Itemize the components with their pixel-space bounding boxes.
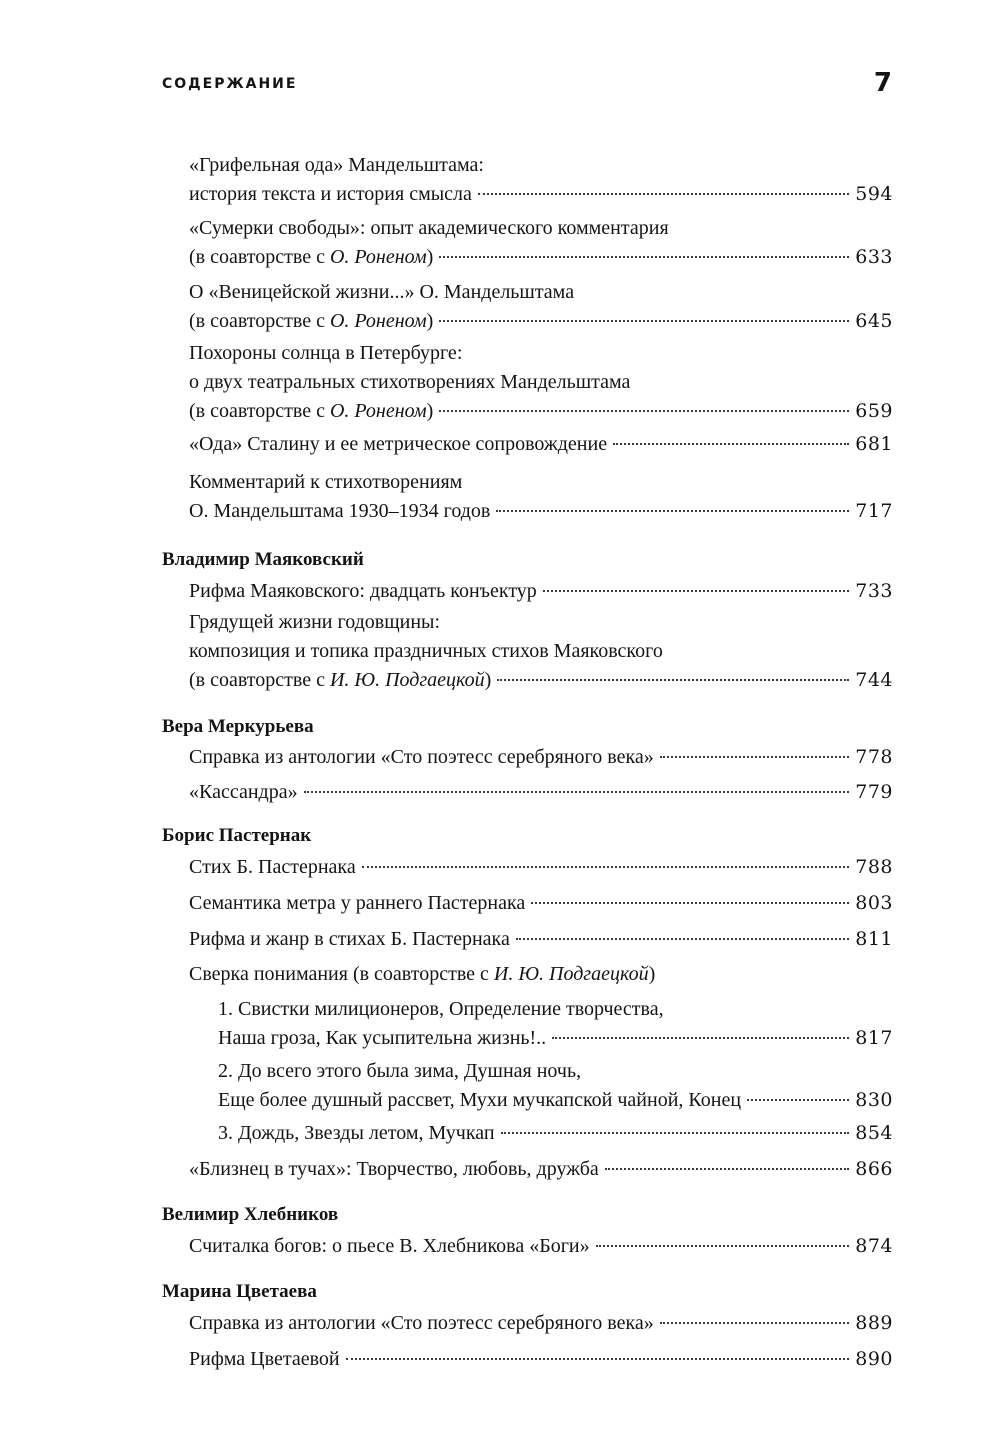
- dot-leader: [439, 410, 849, 412]
- dot-leader: [478, 193, 849, 195]
- dot-leader: [552, 1037, 849, 1039]
- entry-page-number: 733: [855, 580, 893, 602]
- entry-page-number: 681: [855, 433, 893, 455]
- entry-title-line: Стих Б. Пастернака: [189, 856, 356, 878]
- entry-page-number: 866: [855, 1158, 893, 1180]
- entry-title-line: Рифма и жанр в стихах Б. Пастернака: [189, 928, 510, 950]
- toc-subentry-2[interactable]: [218, 1057, 893, 1115]
- toc-entry-stikh-pasternaka[interactable]: [189, 853, 893, 882]
- entry-title-line: Справка из антологии «Сто поэтесс серебряного века»: [189, 746, 654, 768]
- toc-subentry-3[interactable]: [218, 1119, 893, 1148]
- entry-title-line: «Сумерки свободы»: опыт академического комментария: [189, 217, 669, 239]
- toc-entry-semantika-metra[interactable]: [189, 889, 893, 918]
- entry-page-number: 889: [855, 1312, 893, 1334]
- entry-title-line: О. Мандельштама 1930–1934 годов: [189, 500, 491, 522]
- toc-entry-sumerki-svobody[interactable]: [189, 214, 893, 272]
- entry-page-number: 811: [855, 928, 893, 950]
- toc-entry-schitalka-bogov[interactable]: [189, 1232, 893, 1261]
- entry-page-number: 633: [855, 246, 893, 268]
- toc-entry-rifma-i-zhanr[interactable]: [189, 925, 893, 954]
- dot-leader: [747, 1099, 849, 1101]
- entry-page-number: 594: [855, 183, 893, 205]
- dot-leader: [613, 443, 849, 445]
- toc-entry-sverka-ponimaniya[interactable]: Сверка понимания (в соавторстве с И. Ю. Подгаецкой): [189, 963, 656, 985]
- coauthor-name: О. Роненом: [329, 310, 427, 332]
- entry-title-line: Рифма Цветаевой: [189, 1348, 340, 1370]
- coauthor-name: О. Роненом: [329, 246, 427, 268]
- toc-entry-venetsiyskoy-zhizni[interactable]: [189, 278, 893, 336]
- author-heading-pasternak: Борис Пастернак: [162, 825, 312, 846]
- entry-page-number: 717: [855, 500, 893, 522]
- entry-page-number: 778: [855, 746, 893, 768]
- dot-leader: [531, 902, 849, 904]
- entry-title-line: (в соавторстве с О. Роненом): [189, 310, 434, 332]
- author-heading-merkurieva: Вера Меркурьева: [162, 716, 314, 737]
- entry-title-line: Наша гроза, Как усыпительна жизнь!..: [218, 1027, 547, 1049]
- entry-title-line: Еще более душный рассвет, Мухи мучкапской чайной, Конец: [218, 1089, 742, 1111]
- toc-entry-pokhorony-solntsa[interactable]: [189, 339, 893, 426]
- dot-leader: [660, 1322, 849, 1324]
- entry-page-number: 890: [855, 1348, 893, 1370]
- entry-title-line: Комментарий к стихотворениям: [189, 471, 463, 493]
- dot-leader: [362, 866, 850, 868]
- dot-leader: [497, 679, 849, 681]
- dot-leader: [543, 590, 849, 592]
- entry-page-number: 803: [855, 892, 893, 914]
- dot-leader: [516, 938, 849, 940]
- dot-leader: [439, 320, 849, 322]
- dot-leader: [496, 510, 849, 512]
- toc-entry-gryadushchey-zhizni[interactable]: [189, 608, 893, 695]
- toc-entry-grifelnaya-oda[interactable]: [189, 151, 893, 209]
- dot-leader: [439, 256, 849, 258]
- author-heading-khlebnikov: Велимир Хлебников: [162, 1204, 339, 1225]
- entry-title-line: «Ода» Сталину и ее метрическое сопровождение: [189, 433, 608, 455]
- entry-page-number: 659: [855, 400, 893, 422]
- toc-entry-kommentariy[interactable]: [189, 468, 893, 526]
- toc-entry-oda-stalinu[interactable]: [189, 430, 893, 459]
- toc-entry-spravka-merkurieva[interactable]: [189, 743, 893, 772]
- entry-title-line: (в соавторстве с О. Роненом): [189, 246, 434, 268]
- toc-entry-spravka-tsvetaeva[interactable]: [189, 1309, 893, 1338]
- entry-title-line: Похороны солнца в Петербурге:: [189, 342, 463, 364]
- coauthor-name: И. Ю. Подгаецкой: [329, 669, 485, 691]
- entry-title-line: О «Веницейской жизни...» О. Мандельштама: [189, 281, 575, 303]
- dot-leader: [501, 1132, 850, 1134]
- entry-title-line: о двух театральных стихотворениях Мандельштама: [189, 371, 631, 393]
- entry-title-line: Грядущей жизни годовщины:: [189, 611, 441, 633]
- entry-title-line: композиция и топика праздничных стихов Маяковского: [189, 640, 663, 662]
- toc-entry-kassandra[interactable]: [189, 778, 893, 807]
- entry-page-number: 788: [855, 856, 893, 878]
- entry-title-line: «Близнец в тучах»: Творчество, любовь, дружба: [189, 1158, 599, 1180]
- entry-page-number: 744: [855, 669, 893, 691]
- entry-title-line: 2. До всего этого была зима, Душная ночь,: [218, 1060, 582, 1082]
- toc-entry-rifma-tsvetaevoy[interactable]: [189, 1345, 893, 1374]
- entry-title-line: «Грифельная ода» Мандельштама:: [189, 154, 484, 176]
- entry-title-line: Семантика метра у раннего Пастернака: [189, 892, 526, 914]
- entry-page-number: 854: [855, 1122, 893, 1144]
- entry-title-line: история текста и история смысла: [189, 183, 472, 205]
- author-heading-mayakovsky: Владимир Маяковский: [162, 549, 364, 570]
- toc-entry-rifma-mayakovskogo[interactable]: [189, 577, 893, 606]
- dot-leader: [660, 756, 849, 758]
- entry-page-number: 874: [855, 1235, 893, 1257]
- entry-page-number: 779: [855, 781, 893, 803]
- toc-subentry-1[interactable]: [218, 995, 893, 1053]
- dot-leader: [346, 1358, 850, 1360]
- entry-title-line: (в соавторстве с О. Роненом): [189, 400, 434, 422]
- dot-leader: [605, 1168, 849, 1170]
- page-number: 7: [873, 68, 892, 98]
- entry-page-number: 645: [855, 310, 893, 332]
- coauthor-name: О. Роненом: [329, 400, 427, 422]
- toc-entry-bliznets-v-tuchakh[interactable]: [189, 1155, 893, 1184]
- entry-title-line: 3. Дождь, Звезды летом, Мучкап: [218, 1122, 495, 1144]
- dot-leader: [596, 1245, 850, 1247]
- entry-page-number: 817: [855, 1027, 893, 1049]
- entry-title-line: Считалка богов: о пьесе В. Хлебникова «Боги»: [189, 1235, 590, 1257]
- entry-title-line: Рифма Маяковского: двадцать конъектур: [189, 580, 537, 602]
- entry-title-line: Справка из антологии «Сто поэтесс серебряного века»: [189, 1312, 654, 1334]
- running-head: СОДЕРЖАНИЕ: [162, 76, 298, 92]
- entry-title-line: 1. Свистки милиционеров, Определение творчества,: [218, 998, 664, 1020]
- entry-page-number: 830: [855, 1089, 893, 1111]
- coauthor-name: И. Ю. Подгаецкой: [493, 963, 649, 985]
- entry-title-line: (в соавторстве с И. Ю. Подгаецкой): [189, 669, 492, 691]
- dot-leader: [304, 791, 850, 793]
- entry-title-line: «Кассандра»: [189, 781, 298, 803]
- author-heading-tsvetaeva: Марина Цветаева: [162, 1281, 317, 1302]
